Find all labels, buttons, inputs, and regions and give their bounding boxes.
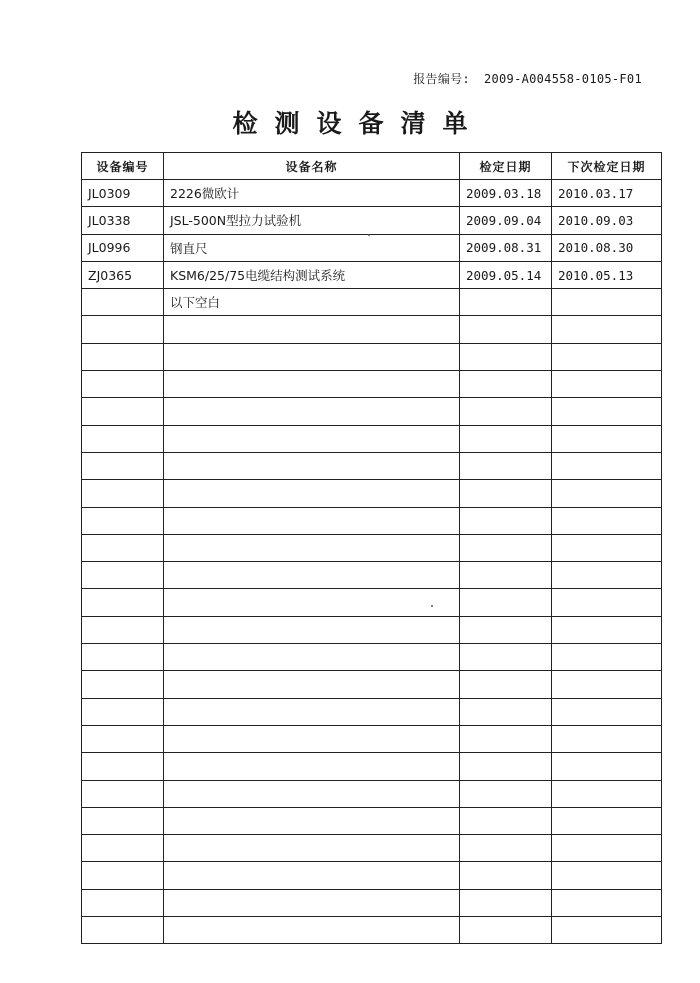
cell-next-calibration-date	[552, 452, 662, 479]
cell-equipment-name	[164, 616, 460, 643]
cell-next-calibration-date	[552, 753, 662, 780]
cell-equipment-no	[82, 480, 164, 507]
report-number-label: 报告编号:	[413, 72, 470, 86]
cell-equipment-no	[82, 835, 164, 862]
cell-equipment-name	[164, 917, 460, 944]
cell-calibration-date	[460, 835, 552, 862]
cell-calibration-date	[460, 507, 552, 534]
cell-next-calibration-date: 2010.05.13	[552, 261, 662, 288]
table-header-row	[82, 153, 662, 180]
cell-calibration-date	[460, 862, 552, 889]
cell-equipment-no	[82, 725, 164, 752]
cell-next-calibration-date	[552, 671, 662, 698]
equipment-table	[81, 152, 662, 944]
cell-next-calibration-date	[552, 589, 662, 616]
cell-equipment-name	[164, 562, 460, 589]
cell-equipment-name	[164, 780, 460, 807]
table-row	[82, 644, 662, 671]
cell-next-calibration-date	[552, 644, 662, 671]
cell-equipment-no	[82, 398, 164, 425]
col-header-equipment-name: 设备名称	[164, 153, 460, 180]
cell-next-calibration-date	[552, 780, 662, 807]
cell-equipment-name	[164, 862, 460, 889]
cell-calibration-date	[460, 644, 552, 671]
cell-next-calibration-date: 2010.08.30	[552, 234, 662, 261]
cell-equipment-name: 钢直尺	[164, 234, 460, 261]
cell-equipment-name	[164, 889, 460, 916]
cell-next-calibration-date	[552, 835, 662, 862]
cell-equipment-no	[82, 807, 164, 834]
cell-calibration-date	[460, 289, 552, 316]
cell-next-calibration-date	[552, 862, 662, 889]
cell-calibration-date	[460, 671, 552, 698]
report-number	[413, 70, 642, 87]
cell-equipment-no	[82, 780, 164, 807]
cell-equipment-name	[164, 698, 460, 725]
cell-equipment-name: KSM6/25/75电缆结构测试系统	[164, 261, 460, 288]
cell-equipment-no	[82, 589, 164, 616]
cell-equipment-name	[164, 725, 460, 752]
table-row	[82, 589, 662, 616]
cell-next-calibration-date	[552, 917, 662, 944]
cell-equipment-name	[164, 835, 460, 862]
cell-calibration-date	[460, 780, 552, 807]
cell-next-calibration-date	[552, 616, 662, 643]
cell-next-calibration-date	[552, 343, 662, 370]
cell-calibration-date	[460, 889, 552, 916]
cell-equipment-no	[82, 644, 164, 671]
cell-equipment-no	[82, 917, 164, 944]
cell-equipment-name	[164, 589, 460, 616]
table-row	[82, 698, 662, 725]
table-row	[82, 234, 662, 261]
table-row	[82, 480, 662, 507]
cell-equipment-no	[82, 316, 164, 343]
cell-next-calibration-date	[552, 807, 662, 834]
table-row	[82, 534, 662, 561]
cell-next-calibration-date	[552, 480, 662, 507]
cell-equipment-name	[164, 480, 460, 507]
cell-calibration-date	[460, 562, 552, 589]
report-number-value: 2009-A004558-0105-F01	[483, 72, 642, 86]
cell-calibration-date	[460, 343, 552, 370]
cell-equipment-name	[164, 452, 460, 479]
cell-equipment-no: JL0338	[82, 207, 164, 234]
cell-next-calibration-date	[552, 289, 662, 316]
table-row	[82, 207, 662, 234]
cell-equipment-name	[164, 371, 460, 398]
cell-calibration-date	[460, 917, 552, 944]
cell-calibration-date: 2009.08.31	[460, 234, 552, 261]
col-header-next-calibration-date: 下次检定日期	[552, 153, 662, 180]
table-row	[82, 671, 662, 698]
table-body	[82, 180, 662, 944]
cell-equipment-name: 2226微欧计	[164, 180, 460, 207]
cell-calibration-date	[460, 425, 552, 452]
table-row	[82, 753, 662, 780]
cell-calibration-date	[460, 398, 552, 425]
table-row	[82, 316, 662, 343]
cell-next-calibration-date	[552, 316, 662, 343]
table-row	[82, 343, 662, 370]
cell-calibration-date	[460, 616, 552, 643]
table-row	[82, 807, 662, 834]
cell-equipment-no	[82, 343, 164, 370]
cell-equipment-no	[82, 289, 164, 316]
cell-equipment-no: ZJ0365	[82, 261, 164, 288]
cell-equipment-no: JL0996	[82, 234, 164, 261]
cell-equipment-name: 以下空白	[164, 289, 460, 316]
table-row	[82, 616, 662, 643]
col-header-calibration-date: 检定日期	[460, 153, 552, 180]
table-row	[82, 725, 662, 752]
cell-calibration-date	[460, 807, 552, 834]
cell-next-calibration-date	[552, 507, 662, 534]
col-header-equipment-no: 设备编号	[82, 153, 164, 180]
cell-next-calibration-date	[552, 398, 662, 425]
table-row	[82, 507, 662, 534]
cell-equipment-no	[82, 862, 164, 889]
cell-calibration-date	[460, 534, 552, 561]
table-row	[82, 780, 662, 807]
cell-next-calibration-date	[552, 698, 662, 725]
table-row	[82, 398, 662, 425]
table-row	[82, 562, 662, 589]
cell-next-calibration-date	[552, 534, 662, 561]
cell-calibration-date	[460, 371, 552, 398]
cell-next-calibration-date	[552, 371, 662, 398]
cell-equipment-name	[164, 753, 460, 780]
table-row	[82, 371, 662, 398]
cell-equipment-no	[82, 671, 164, 698]
cell-calibration-date	[460, 589, 552, 616]
cell-equipment-name	[164, 316, 460, 343]
cell-equipment-name	[164, 534, 460, 561]
cell-equipment-no	[82, 452, 164, 479]
cell-equipment-name	[164, 671, 460, 698]
scan-speck	[368, 234, 370, 236]
cell-equipment-name	[164, 398, 460, 425]
cell-equipment-name	[164, 507, 460, 534]
cell-next-calibration-date	[552, 425, 662, 452]
cell-equipment-no	[82, 889, 164, 916]
cell-equipment-name	[164, 644, 460, 671]
scan-speck	[431, 605, 433, 607]
cell-equipment-no	[82, 371, 164, 398]
cell-next-calibration-date: 2010.09.03	[552, 207, 662, 234]
table-row	[82, 917, 662, 944]
cell-equipment-no	[82, 507, 164, 534]
page-title: 检测设备清单	[232, 109, 485, 138]
cell-next-calibration-date	[552, 889, 662, 916]
table-row	[82, 862, 662, 889]
cell-calibration-date	[460, 452, 552, 479]
table-row	[82, 452, 662, 479]
table-row	[82, 425, 662, 452]
cell-calibration-date	[460, 725, 552, 752]
cell-equipment-no	[82, 425, 164, 452]
cell-calibration-date	[460, 698, 552, 725]
table-row	[82, 261, 662, 288]
cell-equipment-name	[164, 807, 460, 834]
cell-equipment-no	[82, 698, 164, 725]
table-row	[82, 180, 662, 207]
cell-next-calibration-date: 2010.03.17	[552, 180, 662, 207]
cell-calibration-date: 2009.09.04	[460, 207, 552, 234]
cell-next-calibration-date	[552, 562, 662, 589]
cell-calibration-date	[460, 753, 552, 780]
cell-next-calibration-date	[552, 725, 662, 752]
cell-calibration-date: 2009.03.18	[460, 180, 552, 207]
cell-calibration-date: 2009.05.14	[460, 261, 552, 288]
cell-calibration-date	[460, 480, 552, 507]
cell-equipment-no	[82, 534, 164, 561]
cell-equipment-name	[164, 343, 460, 370]
table-row	[82, 289, 662, 316]
cell-equipment-no	[82, 616, 164, 643]
cell-equipment-no: JL0309	[82, 180, 164, 207]
table-row	[82, 889, 662, 916]
cell-equipment-no	[82, 753, 164, 780]
table-row	[82, 835, 662, 862]
cell-equipment-name: JSL-500N型拉力试验机	[164, 207, 460, 234]
cell-equipment-no	[82, 562, 164, 589]
cell-calibration-date	[460, 316, 552, 343]
cell-equipment-name	[164, 425, 460, 452]
